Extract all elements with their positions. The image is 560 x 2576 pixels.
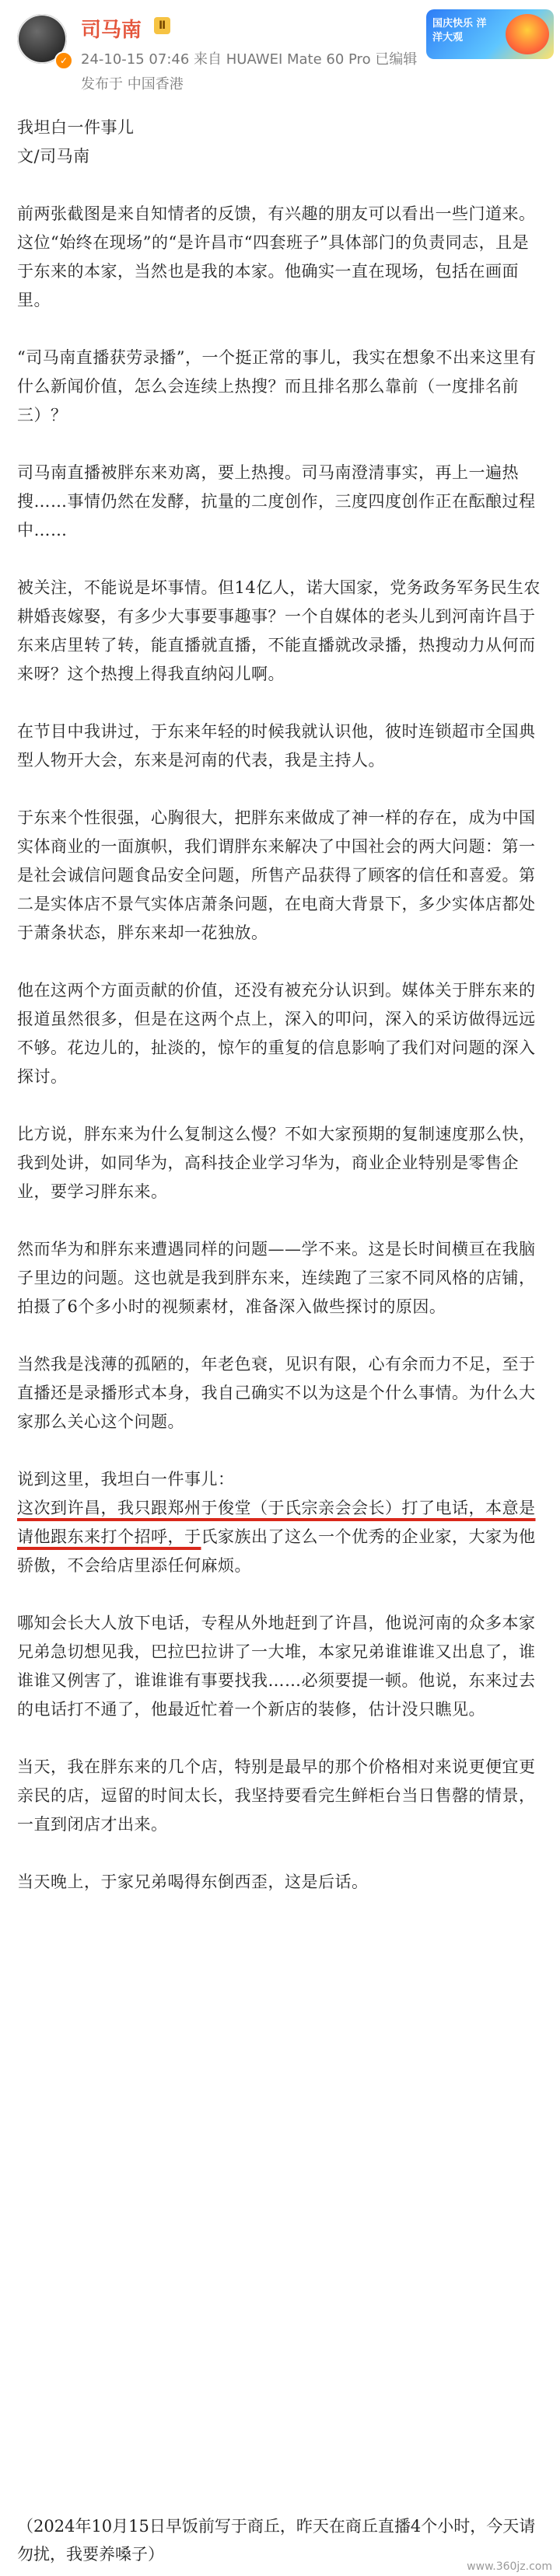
paragraph: 当天晚上，于家兄弟喝得东倒西歪，这是后话。: [17, 1873, 369, 1891]
verified-badge-icon: ✓: [54, 51, 73, 70]
vip-level-badge: Ⅱ: [154, 17, 170, 34]
paragraph: 他在这两个方面贡献的价值，还没有被充分认识到。媒体关于胖东来的报道虽然很多，但是在这两个点上，深入的叩问，深入的采访做得远远不够。花边儿的，扯淡的，惊乍的重复的信息影响了我们对问题的深入探讨。: [17, 981, 536, 1086]
holiday-sticker[interactable]: [426, 9, 554, 59]
paragraph: 然而华为和胖东来遭遇同样的问题——学不来。这是长时间横亘在我脑子里边的问题。这也就是我到胖东来，连续跑了三家不同风格的店铺，拍摄了6个多小时的视频素材，准备深入做些探讨的原因。: [17, 1240, 536, 1316]
paragraph: 当天，我在胖东来的几个店，特别是最早的那个价格相对来说更便宜更亲民的店，逗留的时间太长，我坚持要看完生鲜柜台当日售罄的情景，一直到闭店才出来。: [17, 1757, 536, 1834]
paragraph: 前两张截图是来自知情者的反馈，有兴趣的朋友可以看出一些门道来。这位“始终在现场”的“是许昌市“四套班子”具体部门的负责同志，且是于东来的本家，当然也是我的本家。他确实一直在现场，包括在画面里。: [17, 204, 536, 309]
article-title: 我坦白一件事儿: [17, 118, 135, 137]
post-meta: 24-10-15 07:46 来自 HUAWEI Mate 60 Pro 已编辑: [81, 51, 418, 68]
confession-rest: 氏家族出了这么一个优秀的企业家，大家为他骄傲，不会给店里添任何麻烦。: [17, 1527, 536, 1575]
confession-paragraph: [17, 1465, 543, 1580]
username[interactable]: 司马南: [81, 19, 142, 42]
post-header: [0, 0, 560, 109]
paragraph: 哪知会长大人放下电话，专程从外地赶到了许昌，他说河南的众多本家兄弟急切想见我，巴拉巴拉讲了一大堆，本家兄弟谁谁谁又出息了，谁谁谁又例害了，谁谁谁有事要找我……必须要提一顿。他说，东来过去的电话打不通了，他最近忙着一个新店的装修，估计没只瞧见。: [17, 1614, 536, 1719]
sticker-mascot-icon: [506, 14, 549, 54]
paragraph: 当然我是浅薄的孤陋的，年老色衰，见识有限，心有余而力不足，至于直播还是录播形式本身，我自己确实不以为这是个什么事情。为什么大家那么关心这个问题。: [17, 1355, 536, 1431]
article-footnote: （2024年10月15日早饭前写于商丘，昨天在商丘直播4个小时，今天请勿扰，我要养嗓子）: [17, 2517, 536, 2564]
confession-intro: 说到这里，我坦白一件事儿：: [17, 1470, 235, 1489]
highlighted-text: 这次到许昌，我只跟郑州于俊堂（于氏宗亲会会长）打了电话，本意是请他跟东来打个招呼，于: [17, 1499, 536, 1546]
paragraph: 在节目中我讲过，于东来年轻的时候我就认识他，彼时连锁超市全国典型人物开大会，东来是河南的代表，我是主持人。: [17, 722, 536, 770]
post-location: 发布于 中国香港: [81, 76, 184, 92]
article-byline: 文/司马南: [17, 147, 90, 166]
paragraph: 比方说，胖东来为什么复制这么慢？不如大家预期的复制速度那么快，我到处讲，如同华为，高科技企业学习华为，商业企业特别是零售企业，要学习胖东来。: [17, 1125, 536, 1201]
watermark: www.360jz.com: [467, 2560, 552, 2573]
post-body: [17, 113, 543, 1897]
sticker-label: 国庆快乐 洋洋大观: [432, 18, 487, 44]
paragraph: “司马南直播获劳录播”，一个挺正常的事儿，我实在想象不出来这里有什么新闻价值，怎么会连续上热搜？而且排名那么靠前（一度排名前三）？: [17, 348, 537, 424]
paragraph: 司马南直播被胖东来劝离，要上热搜。司马南澄清事实，再上一遍热搜……事情仍然在发酵，抗量的二度创作，三度四度创作正在酝酿过程中……: [17, 463, 536, 539]
paragraph: 于东来个性很强，心胸很大，把胖东来做成了神一样的存在，成为中国实体商业的一面旗帜，我们谓胖东来解决了中国社会的两大问题：第一是社会诚信问题食品安全问题，所售产品获得了顾客的信任和喜爱。第二是实体店不景气实体店萧条问题，在电商大背景下，多少实体店都处于萧条状态，胖东来却一花独放。: [17, 808, 536, 942]
paragraph: 被关注，不能说是坏事情。但14亿人，诺大国家，党务政务军务民生农耕婚丧嫁娶，有多少大事要事趣事？一个自媒体的老头儿到河南许昌于东来店里转了转，能直播就直播，不能直播就改录播，热搜动力从何而来呀？这个热搜上得我直纳闷儿啊。: [17, 578, 541, 683]
